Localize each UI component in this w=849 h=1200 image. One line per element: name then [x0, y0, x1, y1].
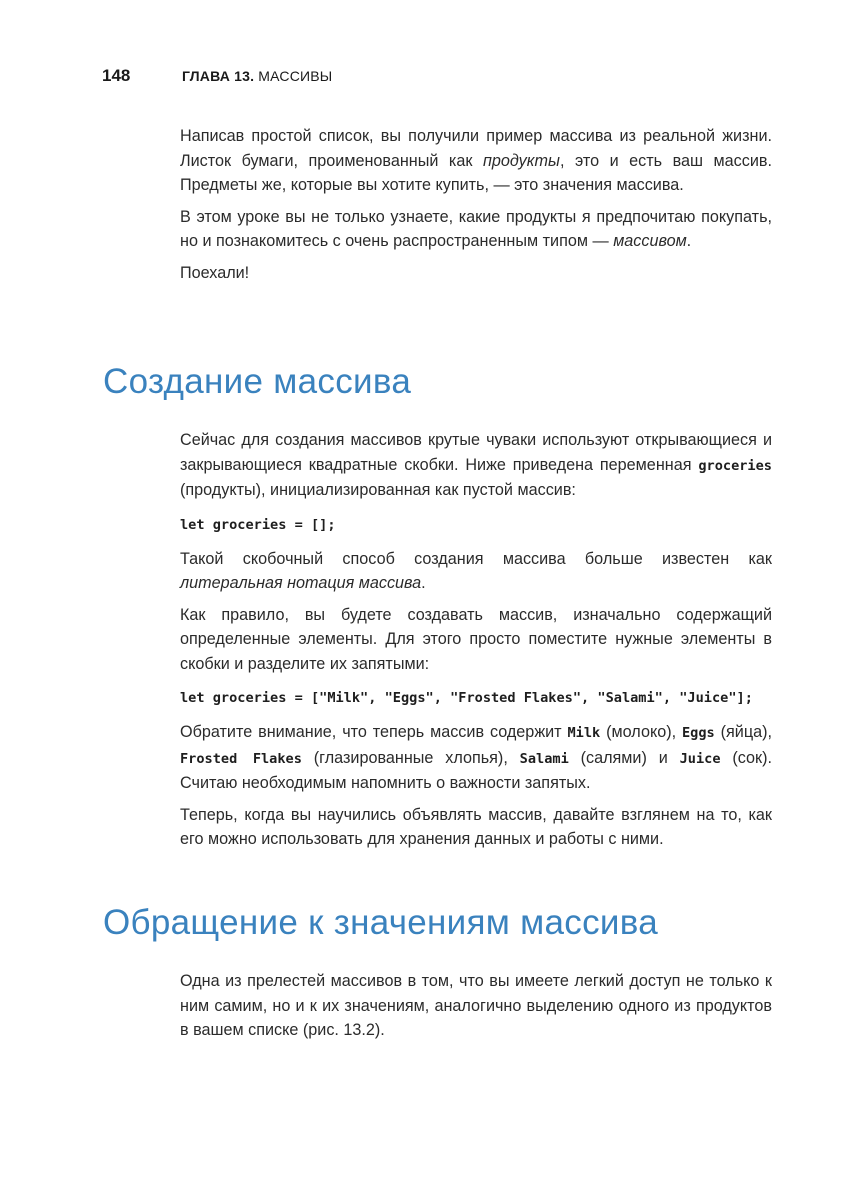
code-block: let groceries = ["Milk", "Eggs", "Frosted Flakes", "Salami", "Juice"];: [180, 690, 753, 706]
code-block: let groceries = [];: [180, 516, 336, 533]
inline-code: groceries: [698, 457, 772, 474]
paragraph: Поехали!: [180, 263, 250, 282]
section-heading: Создание массива: [103, 362, 412, 401]
running-head: [102, 66, 332, 90]
paragraph: Как правило, вы будете создавать массив, изначально содержащий определенные элементы. Для этого просто поместите нужные элементы в скобки и разделите их запятыми:: [180, 605, 772, 673]
section-text: [180, 969, 772, 1043]
section-text: [180, 428, 772, 852]
paragraph: Сейчас для создания массивов крутые чуваки используют открывающиеся и закрывающиеся квадратные скобки. Ниже приведена переменная groceries (продукты), инициализированная как пустой массив:: [180, 431, 772, 499]
paragraph: Теперь, когда вы научились объявлять массив, давайте взглянем на то, как его можно использовать для хранения данных и работы с ними.: [180, 805, 772, 848]
paragraph: Такой скобочный способ создания массива больше известен как литеральная нотация массива.: [180, 549, 772, 592]
paragraph: Написав простой список, вы получили пример массива из реальной жизни. Листок бумаги, проименованный как продукты, это и есть ваш массив. Предметы же, которые вы хотите купить, — это значения массива.: [180, 127, 772, 194]
paragraph: В этом уроке вы не только узнаете, какие продукты я предпочитаю покупать, но и познакомитесь с очень распространенным типом — массивом.: [180, 207, 772, 250]
chapter-title: [182, 68, 332, 84]
chapter-name: МАССИВЫ: [258, 68, 333, 84]
section-heading: Обращение к значениям массива: [103, 903, 659, 942]
paragraph: Одна из прелестей массивов в том, что вы имеете легкий доступ не только к ним самим, но и к их значениям, аналогично выделению одного из продуктов в вашем списке (рис. 13.2).: [180, 972, 772, 1039]
paragraph: Обратите внимание, что теперь массив содержит Milk (молоко), Eggs (яйца), Frosted Flakes (глазированные хлопья), Salami (салями) и Juice (сок). Считаю необходимым напомнить о важности запятых.: [180, 723, 773, 792]
page-number: 148: [102, 66, 131, 85]
chapter-prefix: ГЛАВА 13.: [182, 68, 255, 84]
intro-text: [180, 124, 772, 285]
